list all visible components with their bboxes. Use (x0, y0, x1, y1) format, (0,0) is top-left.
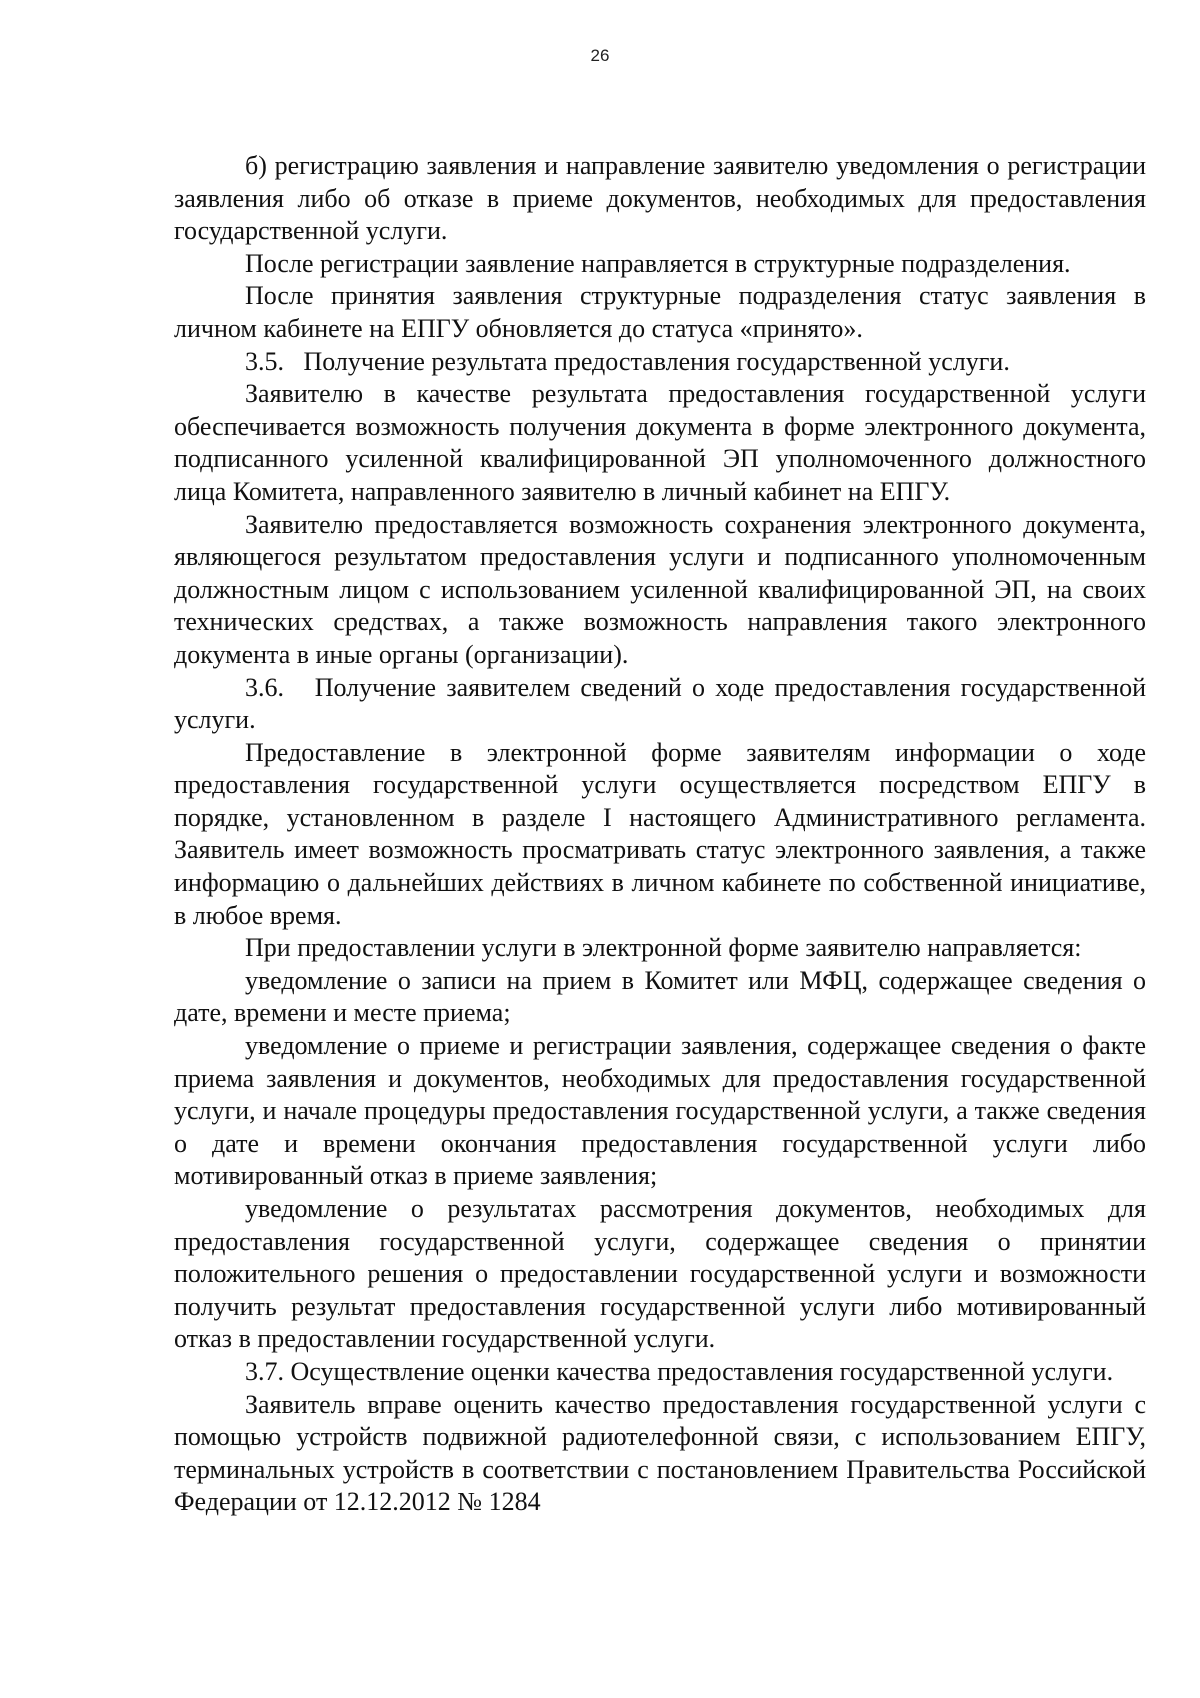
section-heading-3-7: 3.7. Осуществление оценки качества предоставления государственной услуги. (245, 1356, 1114, 1386)
paragraph-notifications-intro: При предоставлении услуги в электронной форме заявителю направляется: (245, 933, 1082, 963)
paragraph-quality-assessment: Заявитель вправе оценить качество предоставления государственной услуги с помощью устройств подвижной радиотелефонной связи, с использованием ЕПГУ, терминальных устройств в соответствии с постановлением Правительства Российской Федерации от 12.12.2012 № 1284 (174, 1389, 1146, 1517)
section-heading-3-5: 3.5. Получение результата предоставления государственной услуги. (245, 346, 1010, 376)
paragraph-after-registration: После регистрации заявление направляется в структурные подразделения. (245, 248, 1071, 278)
paragraph-result-document: Заявителю в качестве результата предоставления государственной услуги обеспечивается возможность получения документа в форме электронного документа, подписанного усиленной квалифицированной ЭП уполномоченного должностного лица Комитета, направленного заявителю в личный кабинет на ЕПГУ. (174, 379, 1146, 506)
paragraph-notification-receipt: уведомление о приеме и регистрации заявления, содержащее сведения о факте приема заявления и документов, необходимых для предоставления государственной услуги, и начале процедуры предоставления государственной услуги, а также сведения о дате и времени окончания предоставления государственной услуги либо мотивированный отказ в приеме заявления; (174, 1031, 1146, 1191)
paragraph-registration: б) регистрацию заявления и направление заявителю уведомления о регистрации заявления либо об отказе в приеме документов, необходимых для предоставления государственной услуги. (174, 151, 1146, 246)
paragraph-status-update: После принятия заявления структурные подразделения статус заявления в личном кабинете на ЕПГУ обновляется до статуса «принято». (174, 281, 1146, 343)
document-body (174, 150, 1146, 1519)
paragraph-notification-results: уведомление о результатах рассмотрения документов, необходимых для предоставления государственной услуги, содержащее сведения о принятии положительного решения о предоставлении государственной услуги и возможности получить результат предоставления государственной услуги либо мотивированный отказ в предоставлении государственной услуги. (174, 1194, 1146, 1354)
section-heading-3-6: 3.6. Получение заявителем сведений о ходе предоставления государственной услуги. (174, 672, 1146, 735)
paragraph-progress-info: Предоставление в электронной форме заявителям информации о ходе предоставления государственной услуги осуществляется посредством ЕПГУ в порядке, установленном в разделе I настоящего Административного регламента. Заявитель имеет возможность просматривать статус электронного заявления, а также информацию о дальнейших действиях в личном кабинете по собственной инициативе, в любое время. (174, 737, 1146, 930)
paragraph-notification-appointment: уведомление о записи на прием в Комитет или МФЦ, содержащее сведения о дате, времени и месте приема; (174, 965, 1146, 1028)
page-number: 26 (590, 46, 610, 65)
paragraph-save-document: Заявителю предоставляется возможность сохранения электронного документа, являющегося результатом предоставления услуги и подписанного уполномоченным должностным лицом с использованием усиленной квалифицированной ЭП, на своих технических средствах, а также возможность направления такого электронного документа в иные органы (организации). (174, 509, 1146, 669)
